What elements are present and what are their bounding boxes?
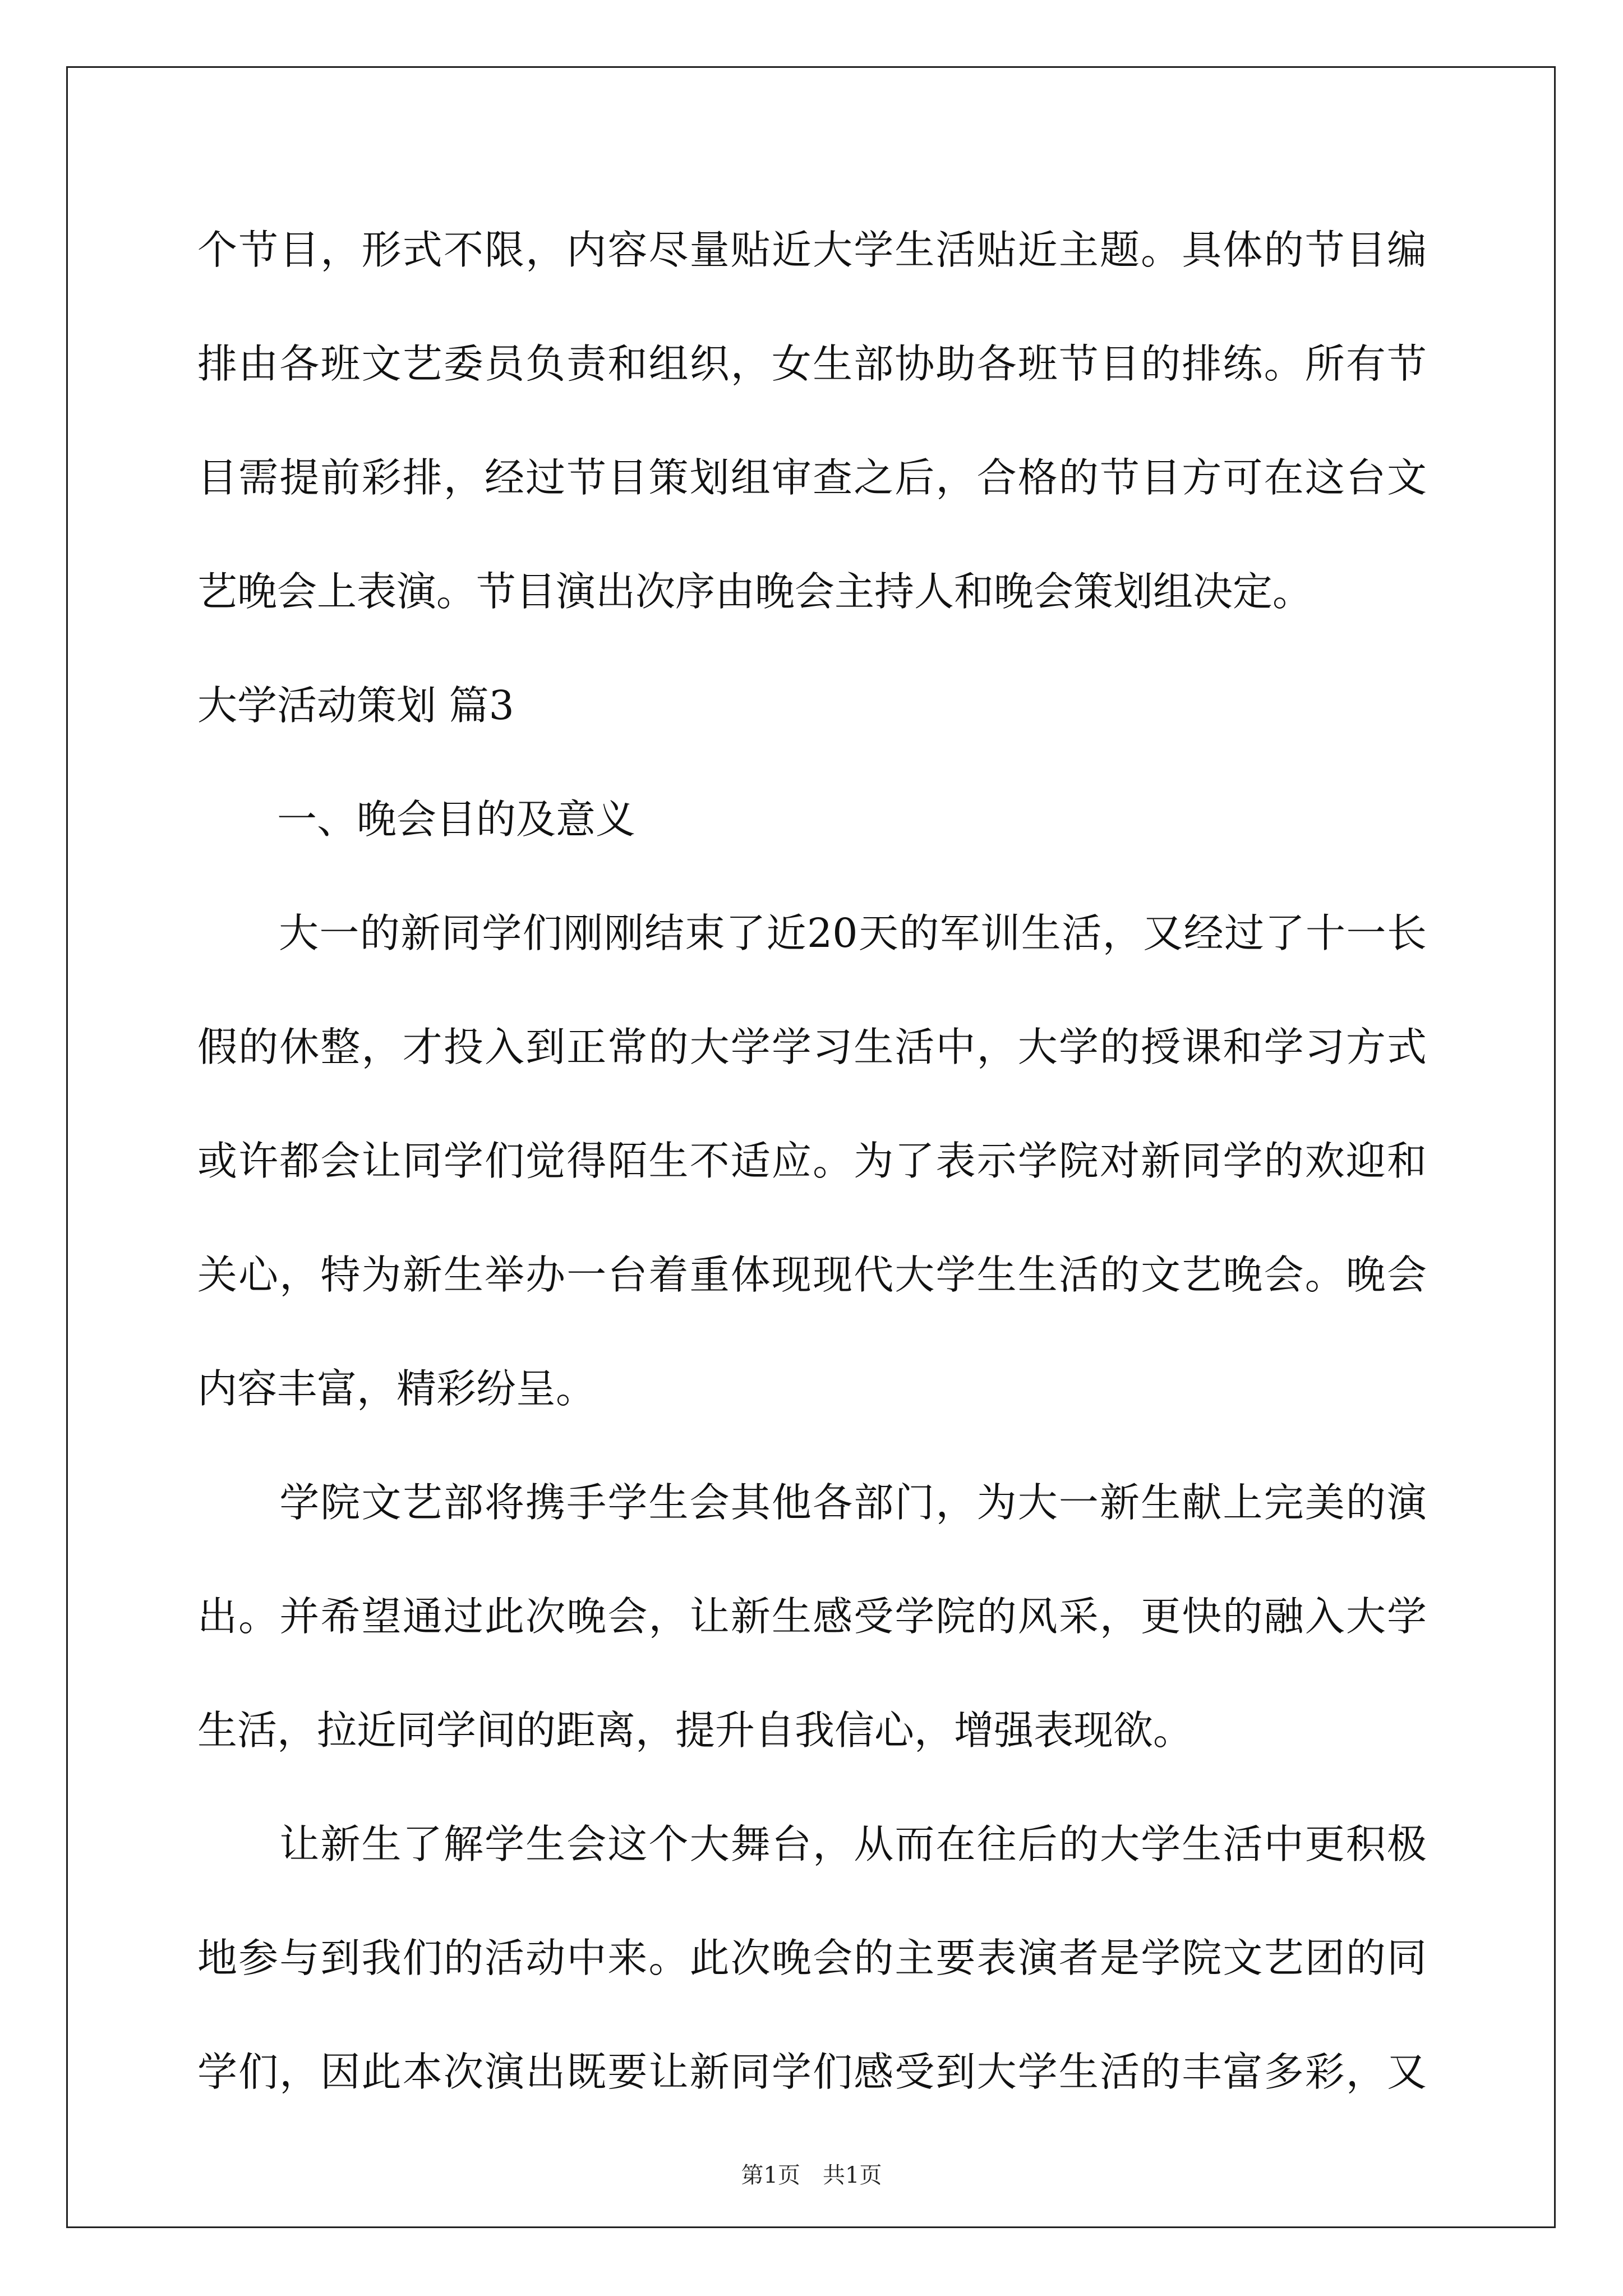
text-line: 地参与到我们的活动中来。此次晚会的主要表演者是学院文艺团的同 [197, 1935, 1427, 1981]
section-heading: 大学活动策划 篇3 [197, 682, 514, 729]
text-line: 或许都会让同学们觉得陌生不适应。为了表示学院对新同学的欢迎和 [197, 1138, 1427, 1184]
text-line: 学们，因此本次演出既要让新同学们感受到大学生活的丰富多彩，又 [197, 2049, 1427, 2095]
text-line: 学院文艺部将携手学生会其他各部门，为大一新生献上完美的演 [197, 1479, 1427, 1526]
text-line: 内容丰富，精彩纷呈。 [197, 1365, 596, 1412]
text-line: 出。并希望通过此次晚会，让新生感受学院的风采，更快的融入大学 [197, 1593, 1427, 1640]
text-line: 排由各班文艺委员负责和组织，女生部协助各班节目的排练。所有节 [197, 341, 1427, 387]
text-line: 假的休整，才投入到正常的大学学习生活中，大学的授课和学习方式 [197, 1024, 1427, 1070]
text-line: 关心，特为新生举办一台着重体现现代大学生生活的文艺晚会。晚会 [197, 1251, 1427, 1298]
text-line: 艺晚会上表演。节目演出次序由晚会主持人和晚会策划组决定。 [197, 568, 1313, 615]
text-line: 让新生了解学生会这个大舞台，从而在往后的大学生活中更积极 [197, 1821, 1427, 1867]
text-line: 个节目，形式不限，内容尽量贴近大学生活贴近主题。具体的节目编 [197, 227, 1427, 273]
text-line: 目需提前彩排，经过节目策划组审查之后，合格的节目方可在这台文 [197, 454, 1427, 501]
subheading: 一、晚会目的及意义 [197, 796, 636, 843]
text-line: 生活，拉近同学间的距离，提升自我信心，增强表现欲。 [197, 1707, 1193, 1754]
text-line: 大一的新同学们刚刚结束了近20天的军训生活，又经过了十一长 [197, 910, 1427, 956]
page-footer: 第1页 共1页 [741, 2162, 882, 2188]
